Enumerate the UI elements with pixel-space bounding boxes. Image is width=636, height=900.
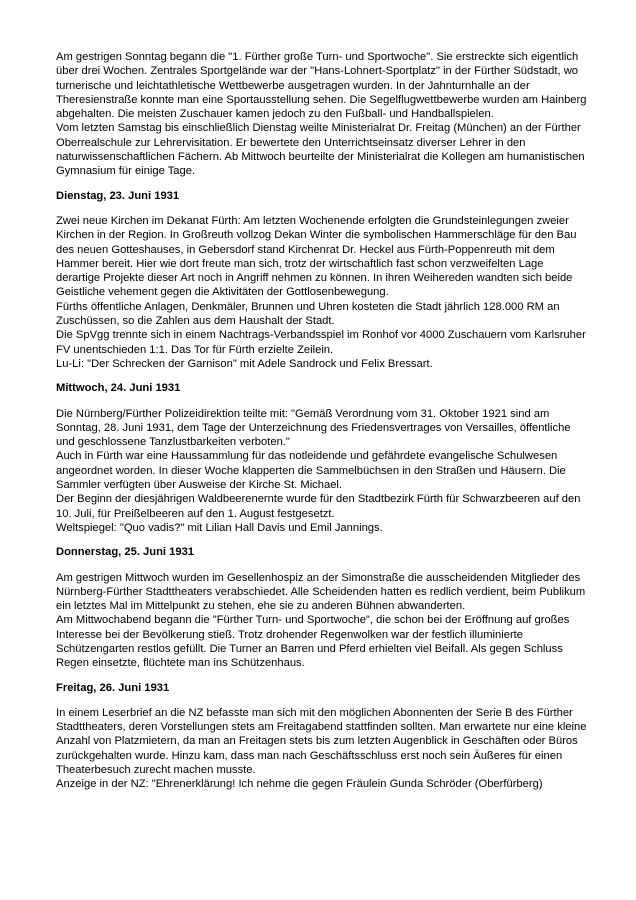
entry-date-heading: Dienstag, 23. Juni 1931 bbox=[56, 189, 180, 202]
entry-paragraph: Der Beginn der diesjährigen Waldbeerenernte wurde für den Stadtbezirk Fürth für Schwarzbeeren auf den 10. Juli, für Preißelbeeren auf den 1. August festgesetzt. bbox=[56, 493, 581, 520]
entry-paragraph: Die Nürnberg/Fürther Polizeidirektion teilte mit: "Gemäß Verordnung vom 31. Oktober 1921 sind am Sonntag, 28. Juni 1931, dem Tage der Unterzeichnung des Friedensvertrages von Versailles, öffentliche und geschlossene Tanzlustbarkeiten verboten." bbox=[56, 407, 571, 449]
entry-paragraph: In einem Leserbrief an die NZ befasste man sich mit den möglichen Abonnenten der Serie B des Fürther Stadttheaters, deren Vorstellungen stets am Freitagabend stattfinden sollten. Man erwartete nur eine kleine Anzahl von Platzmietern, da man an Freitagen stets bis zum letzten Augenblick in Geschäften oder Büros zurückgehalten wurde. Hinzu kam, dass man nach Geschäftsschluss erst noch sein Äußeres für einen Theaterbesuch zurecht machen musste. bbox=[56, 706, 587, 777]
entry-paragraph: Lu-Li: "Der Schrecken der Garnison" mit Adele Sandrock und Felix Bressart. bbox=[56, 357, 433, 370]
entry-paragraph: Auch in Fürth war eine Haussammlung für das notleidende und gefährdete evangelische Schulwesen angeordnet worden. In dieser Woche klapperten die Sammelbüchsen in den Straßen und Häusern. Die Sammler verfügten über Ausweise der Kirche St. Michael. bbox=[56, 450, 566, 492]
entry-paragraph: Vom letzten Samstag bis einschließlich Dienstag weilte Ministerialrat Dr. Freitag (München) an der Fürther Oberrealschule zur Lehrervisitation. Er bewertete den Unterrichtseinsatz diverser Lehrer in den naturwissenschaftlichen Fächern. Ab Mittwoch beurteilte der Ministerialrat die Kollegen am humanistischen Gymnasium für einige Tage. bbox=[56, 122, 585, 178]
section-mittwoch-24-juni-1931 bbox=[56, 381, 587, 535]
entry-paragraph: Am gestrigen Sonntag begann die "1. Fürther große Turn- und Sportwoche". Sie erstreckte sich eigentlich über drei Wochen. Zentrales Sportgelände war der "Hans-Lohnert-Sportplatz" in der Fürther Südstadt, wo turnerische und leichtathletische Wettbewerbe ausgetragen wurden. In der Jahnturnhalle an der Theresienstraße konnte man eine Sportausstellung sehen. Die Segelflugwettbewerbe wurden am Hainberg abgehalten. Die meisten Zuschauer kamen jedoch zu den Fußball- und Handballspielen. bbox=[56, 51, 587, 121]
entry-date-heading: Donnerstag, 25. Juni 1931 bbox=[56, 546, 195, 559]
entry-date-heading: Mittwoch, 24. Juni 1931 bbox=[56, 382, 181, 395]
entry-paragraph: Am gestrigen Mittwoch wurden im Gesellenhospiz an der Simonstraße die ausscheidenden Mitglieder des Nürnberg-Fürther Stadttheaters verabschiedet. Alle Scheidenden hatten es redlich verdient, beim Publikum ein letztes Mal im Mittelpunkt zu stehen, ehe sie zu anderen Bühnen abwanderten. bbox=[56, 571, 586, 613]
entry-paragraph: Weltspiegel: "Quo vadis?" mit Lilian Hall Davis und Emil Jannings. bbox=[56, 521, 383, 534]
entry-paragraph: Fürths öffentliche Anlagen, Denkmäler, Brunnen und Uhren kosteten die Stadt jährlich 128.000 RM an Zuschüssen, so die Zahlen aus dem Haushalt der Stadt. bbox=[56, 300, 560, 328]
section-donnerstag-25-juni-1931 bbox=[56, 545, 587, 670]
entry-paragraph: Anzeige in der NZ: "Ehrenerklärung! Ich nehme die gegen Fräulein Gunda Schröder (Oberfürberg) bbox=[56, 778, 543, 791]
section-dienstag-23-juni-1931 bbox=[56, 189, 587, 372]
section-freitag-26-juni-1931 bbox=[56, 681, 587, 792]
entry-date-heading: Freitag, 26. Juni 1931 bbox=[56, 681, 170, 694]
entry-paragraph: Am Mittwochabend begann die "Fürther Turn- und Sportwoche", die schon bei der Eröffnung auf großes Interesse bei der Bevölkerung stieß. Trotz drohender Regenwolken war der festlich illuminierte Schützengarten restlos gefüllt. Die Turner an Barren und Pferd erhielten viel Beifall. Als gegen Schluss Regen einsetzte, flüchtete man ins Schützenhaus. bbox=[56, 614, 570, 670]
entry-paragraph: Die SpVgg trennte sich in einem Nachtrags-Verbandsspiel im Ronhof vor 4000 Zuschauern vom Karlsruher FV unentschieden 1:1. Das Tor für Fürth erzielte Zeilein. bbox=[56, 329, 586, 356]
section-continued-entry bbox=[56, 50, 587, 179]
entry-paragraph: Zwei neue Kirchen im Dekanat Fürth: Am letzten Wochenende erfolgten die Grundsteinlegungen zweier Kirchen in der Region. In Großreuth vollzog Dekan Winter die symbolischen Hammerschläge für den Bau des neuen Gotteshauses, in Gebersdorf stand Kirchenrat Dr. Heckel aus Fürth-Poppenreuth mit dem Hammer bereit. Hier wie dort freute man sich, trotz der wirtschaftlich fast schon verzweifelten Lage derartige Projekte dieser Art noch in Angriff nehmen zu können. In ihren Weihereden wandten sich beide Geistliche vehement gegen die Aktivitäten der Gottlosenbewegung. bbox=[56, 214, 577, 299]
